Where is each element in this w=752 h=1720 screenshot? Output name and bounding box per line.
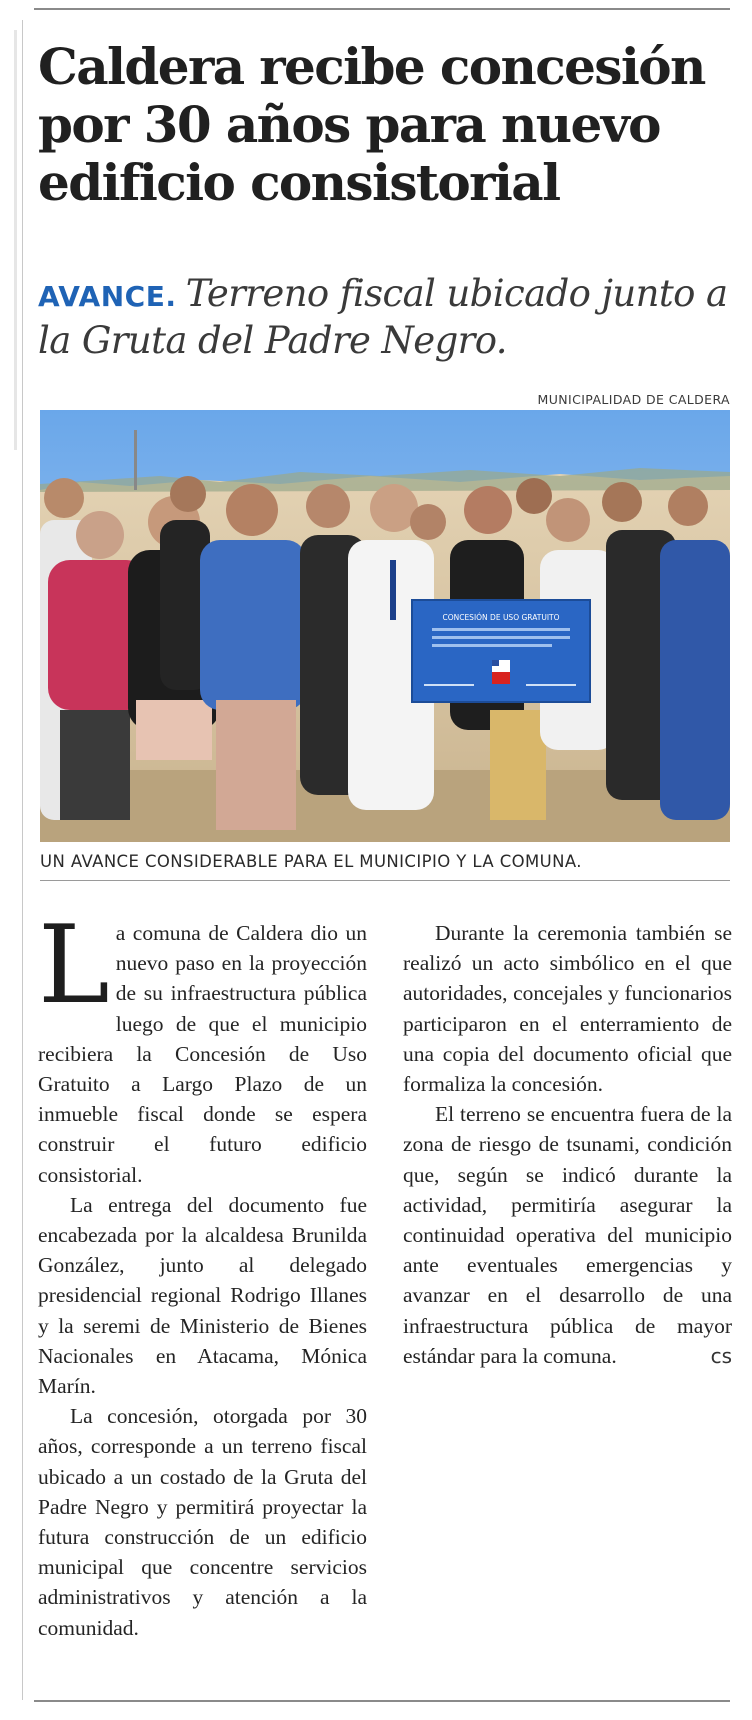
paragraph: La entrega del documento fue encabezada por la alcaldesa Brunilda González, junto al delegado presidencial regional Rodrigo Illanes y la seremi de Ministerio de Bienes Nacionales en Atacama, Mónica Marín. (38, 1192, 367, 1399)
paragraph-text: El terreno se encuentra fuera de la zona de riesgo de tsunami, condición que, según se indicó durante la actividad, permitiría asegurar la continuidad operativa del municipio ante eventuales emergencias y avanzar en el desarrollo de una infraestructura pública de mayor estándar para la comuna. (403, 1102, 732, 1368)
photo-credit: MUNICIPALIDAD DE CALDERA (537, 392, 730, 407)
paragraph: La comuna de Caldera dio un nuevo paso en la proyección de su infraestructura pública luego de que el municipio recibiera la Concesión de Uso Gratuito a Largo Plazo de un inmueble fiscal donde se espera construir el futuro edificio consistorial. (38, 903, 367, 1187)
article-body (38, 903, 732, 1688)
paragraph-last (403, 1099, 732, 1371)
photo-illustration (40, 410, 730, 842)
page-edge-shade (14, 30, 17, 450)
sign-title: CONCESIÓN DE USO GRATUITO (442, 613, 560, 622)
top-rule (34, 8, 730, 10)
concession-sign (412, 600, 590, 702)
end-mark: cs (710, 1343, 732, 1368)
deck (38, 272, 728, 364)
caption-rule (40, 880, 730, 881)
column-divider-rule (22, 20, 23, 1700)
paragraph: La concesión, otorgada por 30 años, corresponde a un terreno fiscal ubicado a un costado de la Gruta del Padre Negro y permitirá proyectar la futura construcción de un edificio municipal que concentre servicios administrativos y atención a la comunidad. (38, 1404, 367, 1640)
bottom-rule (34, 1700, 730, 1702)
photo (40, 410, 730, 842)
headline: Caldera recibe concesión por 30 años para nuevo edificio consistorial (38, 37, 705, 212)
kicker: AVANCE. (38, 280, 177, 313)
paragraph: Durante la ceremonia también se realizó un acto simbólico en el que autoridades, concejales y funcionarios participaron en el enterramiento de una copia del documento oficial que formaliza la concesión. (403, 921, 732, 1097)
deck-text: Terreno fiscal ubicado junto a la Gruta del Padre Negro. (38, 272, 728, 362)
photo-caption: UN AVANCE CONSIDERABLE PARA EL MUNICIPIO Y LA COMUNA. (40, 852, 582, 871)
